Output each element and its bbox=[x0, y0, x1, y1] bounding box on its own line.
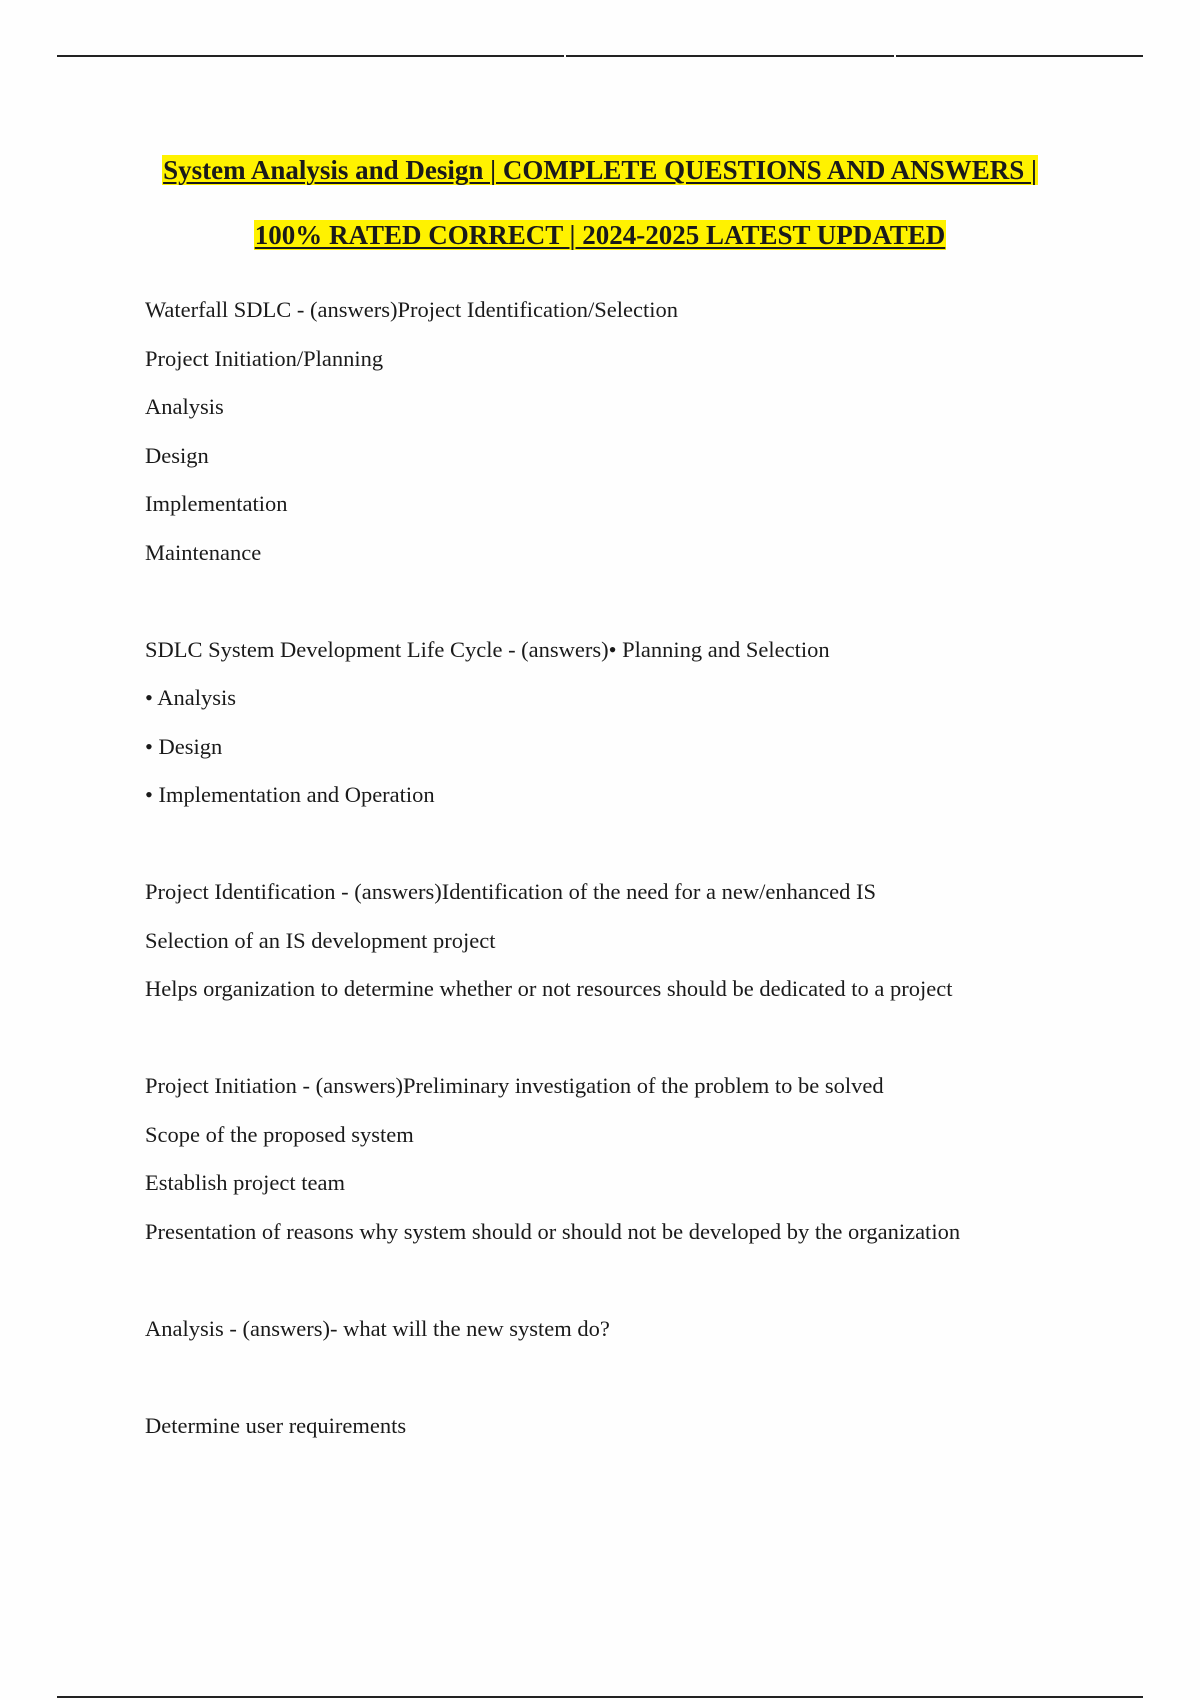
text-line: • Implementation and Operation bbox=[145, 782, 435, 807]
text-line: Scope of the proposed system bbox=[145, 1121, 414, 1147]
text-line: Analysis - (answers)- what will the new system do? bbox=[145, 1315, 610, 1341]
text-line: Project Initiation - (answers)Preliminary investigation of the problem to be solved bbox=[145, 1073, 884, 1098]
document-body bbox=[145, 286, 1105, 1450]
text-line: Implementation bbox=[145, 491, 288, 516]
text-line: Establish project team bbox=[145, 1170, 345, 1195]
text-line: Determine user requirements bbox=[145, 1412, 407, 1438]
text-line: Design bbox=[145, 442, 209, 468]
paragraph-spacer bbox=[145, 1014, 1105, 1063]
text-line: Analysis bbox=[145, 394, 224, 419]
title-line-1: System Analysis and Design | COMPLETE QUESTIONS AND ANSWERS | bbox=[163, 155, 1037, 185]
text-line: Project Identification - (answers)Identification of the need for a new/enhanced IS bbox=[145, 879, 876, 904]
bottom-rule bbox=[57, 1696, 1143, 1698]
text-line: SDLC System Development Life Cycle - (answers)• Planning and Selection bbox=[145, 636, 830, 662]
text-line: Project Initiation/Planning bbox=[145, 345, 384, 371]
text-line: • Design bbox=[145, 733, 223, 759]
text-line: Selection of an IS development project bbox=[145, 927, 496, 953]
text-line: Maintenance bbox=[145, 539, 262, 565]
text-line: Helps organization to determine whether or not resources should be dedicated to a project bbox=[145, 976, 953, 1001]
document-title bbox=[0, 138, 1200, 268]
title-line-2: 100% RATED CORRECT | 2024-2025 LATEST UPDATED bbox=[254, 220, 946, 250]
text-line: Waterfall SDLC - (answers)Project Identification/Selection bbox=[145, 297, 679, 322]
paragraph-spacer bbox=[145, 820, 1105, 869]
paragraph-spacer bbox=[145, 1256, 1105, 1305]
text-line: • Analysis bbox=[145, 685, 237, 710]
paragraph-spacer bbox=[145, 1353, 1105, 1402]
text-line: Presentation of reasons why system should or should not be developed by the organization bbox=[145, 1218, 961, 1244]
paragraph-spacer bbox=[145, 577, 1105, 626]
top-rule bbox=[57, 55, 1143, 57]
